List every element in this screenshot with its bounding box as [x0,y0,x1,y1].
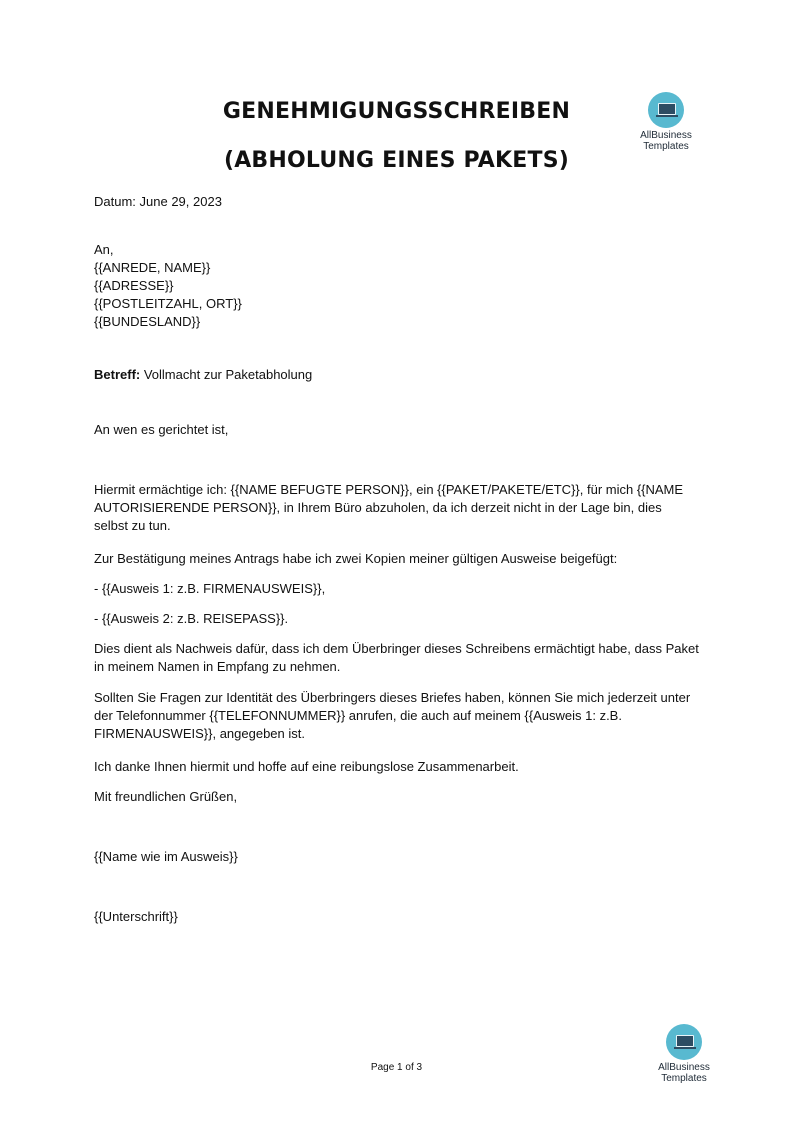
page-number: Page 1 of 3 [370,1062,423,1073]
date-line: Datum: June 29, 2023 [94,194,222,209]
recipient-address [94,241,699,331]
document-title: GENEHMIGUNGSSCHREIBEN [222,99,571,124]
paragraph-questions: Sollten Sie Fragen zur Identität des Überbringers dieses Briefes haben, können Sie mich jederzeit unter der Telefonnummer {{TELEFONNUMMER}} anrufen, die auch auf meinem {{Ausweis 1: z.B. FIRMENAUSWEIS}}, angegeben ist. [94,690,691,741]
subject-label: Betreff: [94,367,141,382]
signature-placeholder: {{Unterschrift}} [94,909,178,924]
logo-text [631,130,701,152]
laptop-icon [666,1024,702,1060]
address-line-street: {{ADRESSE}} [94,278,174,293]
address-line-city: {{POSTLEITZAHL, ORT}} [94,296,242,311]
allbusiness-logo-bottom [649,1024,719,1084]
paragraph-thanks: Ich danke Ihnen hiermit und hoffe auf eine reibungslose Zusammenarbeit. [94,759,519,774]
address-line-name: {{ANREDE, NAME}} [94,260,211,275]
subject-text: Vollmacht zur Paketabholung [140,367,313,382]
allbusiness-logo-top [631,92,701,152]
signature-name: {{Name wie im Ausweis}} [94,849,238,864]
document-subtitle: (ABHOLUNG EINES PAKETS) [223,148,570,173]
subject-line [94,366,699,384]
address-line-state: {{BUNDESLAND}} [94,314,201,329]
id-list-item-2: - {{Ausweis 2: z.B. REISEPASS}}. [94,611,289,626]
laptop-icon [648,92,684,128]
paragraph-confirmation: Zur Bestätigung meines Antrags habe ich zwei Kopien meiner gültigen Ausweise beigefügt: [94,551,618,566]
logo-text-line1: AllBusiness [640,130,692,141]
logo-text-line1: AllBusiness [658,1062,710,1073]
logo-text-line2: Templates [661,1073,707,1084]
logo-text [649,1062,719,1084]
paragraph-proof: Dies dient als Nachweis dafür, dass ich dem Überbringer dieses Schreibens ermächtigt habe, dass Paket in meinem Namen in Empfang zu nehmen. [94,641,699,674]
logo-text-line2: Templates [643,141,689,152]
salutation: An wen es gerichtet ist, [94,422,229,437]
paragraph-authorization: Hiermit ermächtige ich: {{NAME BEFUGTE PERSON}}, ein {{PAKET/PAKETE/ETC}}, für mich {{NAME AUTORISIERENDE PERSON}}, in Ihrem Büro abzuholen, da ich derzeit nicht in der Lage bin, dies selbst zu tun. [94,482,684,533]
id-list-item-1: - {{Ausweis 1: z.B. FIRMENAUSWEIS}}, [94,581,326,596]
closing: Mit freundlichen Grüßen, [94,789,238,804]
address-greeting: An, [94,242,114,257]
